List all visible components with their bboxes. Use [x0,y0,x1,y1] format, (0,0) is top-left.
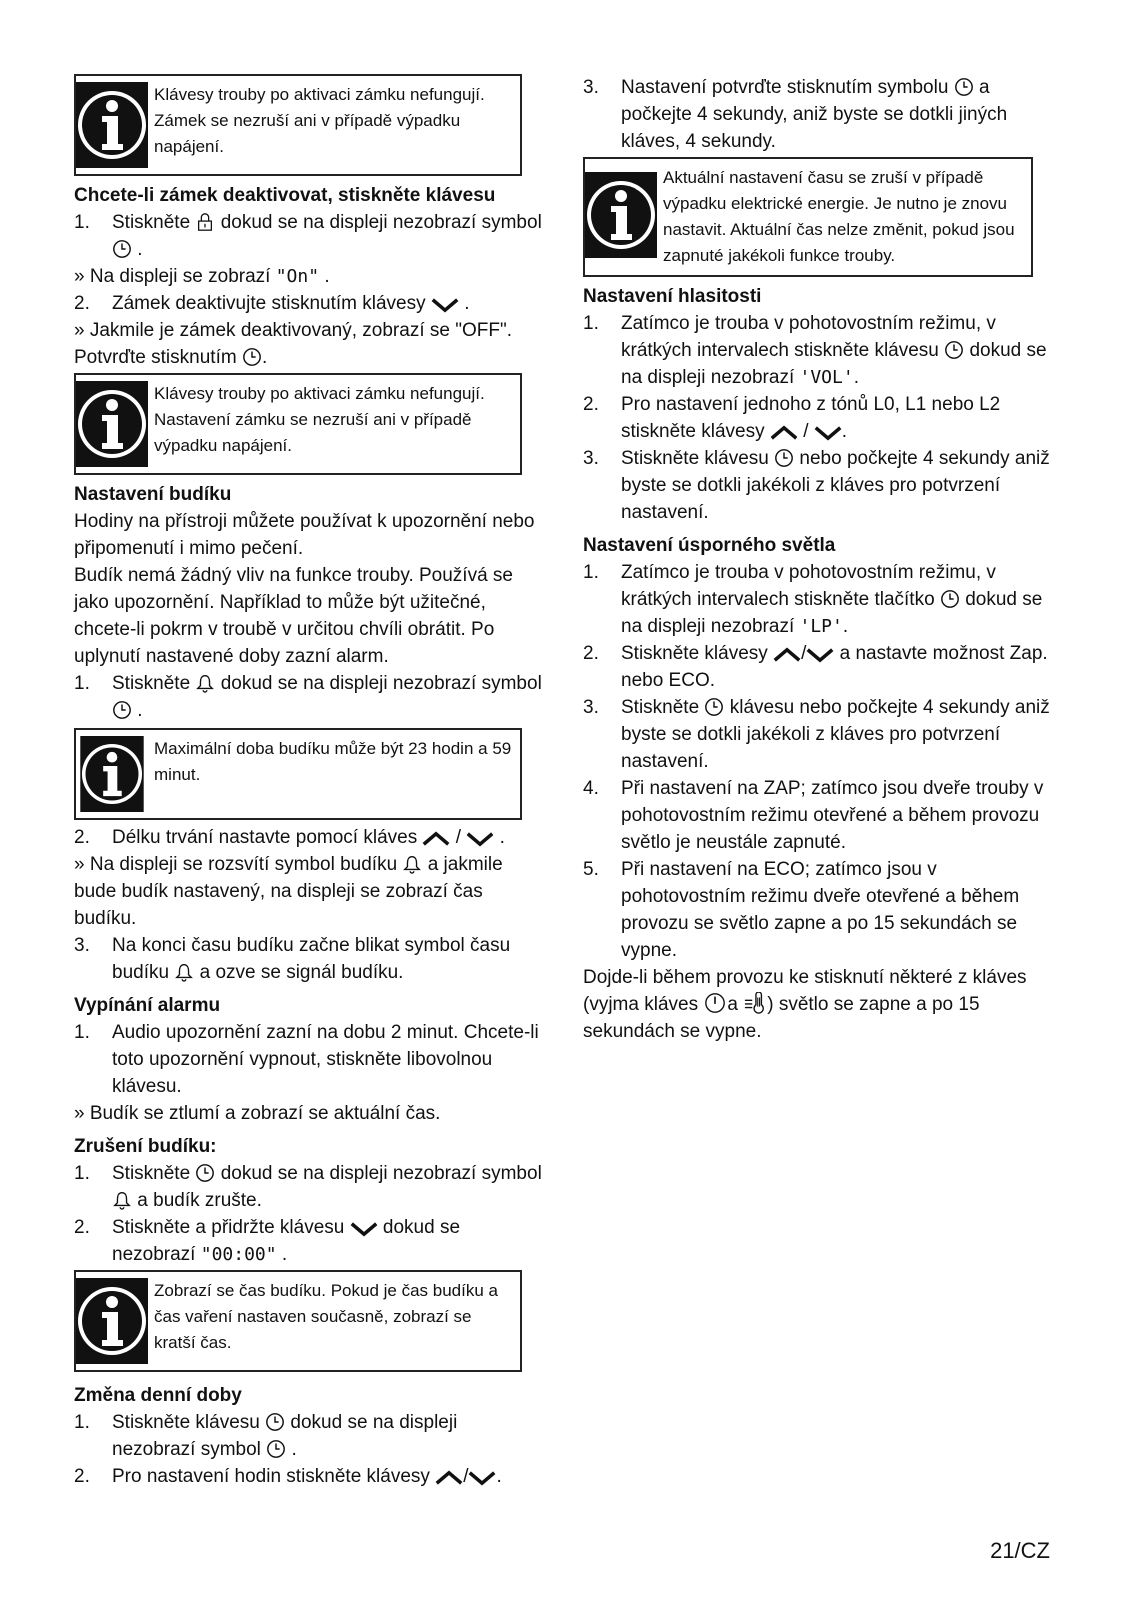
lock-icon [195,212,215,232]
clock-icon [266,1439,286,1459]
chevron-up-icon [773,647,801,663]
list-item: 1. Stiskněte dokud se na displeji nezobrazí symbol . [74,673,542,721]
info-note-text: Klávesy trouby po aktivaci zámku nefungují. Zámek se nezruší ani v případě výpadku napájení. [154,85,485,156]
bell-icon [174,962,194,982]
info-note-alarm-max [74,728,522,820]
page-number: 21/CZ [990,1538,1050,1563]
list-item: 2. Zámek deaktivujte stisknutím klávesy . [74,293,470,314]
info-note-lock [74,74,522,176]
chevron-down-icon [806,647,834,663]
chevron-up-icon [422,831,450,847]
clock-icon [112,239,132,259]
clock-icon [265,1412,285,1432]
chevron-up-icon [435,1470,463,1486]
list-item: 1. Stiskněte klávesu dokud se na displeji nezobrazí symbol . [74,1412,458,1460]
list-item: 4. Při nastavení na ZAP; zatímco jsou dveře trouby v pohotovostním režimu otevřené a během provozu světlo je neustále zapnuté. [583,778,1044,853]
power-icon [703,992,727,1014]
info-note-text: Aktuální nastavení času se zruší v případě výpadku elektrické energie. Je nutno je znovu nastavit. Aktuální čas nelze změnit, pokud jsou zapnuté jakékoli funkce trouby. [663,168,1015,265]
list-item: 3. Stiskněte klávesu nebo počkejte 4 sekundy aniž byste se dotkli jakékoli z kláves pro potvrzení nastavení. [583,448,1050,523]
result-line: » Jakmile je zámek deaktivovaný, zobrazí se "OFF". [74,320,512,341]
result-line: » Budík se ztlumí a zobrazí se aktuální čas. [74,1103,441,1124]
heading-cancel-alarm: Zrušení budíku: [74,1136,217,1157]
result-line: » Na displeji se zobrazí "On" . [74,266,330,287]
list-item: 1. Audio upozornění zazní na dobu 2 minut. Chcete-li toto upozornění vypnout, stiskněte libovolnou klávesu. [74,1022,539,1097]
info-note-power-failure [583,157,1033,277]
list-item: 2. Stiskněte klávesy / a nastavte možnost Zap. nebo ECO. [583,643,1048,691]
right-column [583,74,1053,1045]
confirm-line: Potvrďte stisknutím . [74,347,268,368]
info-icon [76,1278,148,1364]
list-item: 2. Stiskněte a přidržte klávesu dokud se nezobrazí "00:00" . [74,1217,461,1265]
heading-eco-light: Nastavení úsporného světla [583,535,836,556]
bell-icon [402,854,422,874]
info-icon [76,736,148,812]
eco-light-paragraph: Dojde-li během provozu ke stisknutí některé z kláves (vyjma kláves a ) světlo se zapne a po 15 sekundách se vypne. [583,967,1027,1042]
clock-icon [195,1163,215,1183]
clock-icon [704,697,724,717]
bell-icon [112,1190,132,1210]
list-item: 5. Při nastavení na ECO; zatímco jsou v pohotovostním režimu dveře otevřené a během provozu se světlo zapne a po 15 sekundách se vypne. [583,859,1020,961]
chevron-up-icon [770,425,798,441]
alarm-paragraph: Budík nemá žádný vliv na funkce trouby. Používá se jako upozornění. Například to může být užitečné, chcete-li pokrm v troubě v určitou chvíli obrátit. Po uplynutí nastavené doby zazní alarm. [74,565,513,667]
list-item: 1. Stiskněte dokud se na displeji nezobrazí symbol a budík zrušte. [74,1163,542,1211]
list-item: 3. Na konci času budíku začne blikat symbol času budíku a ozve se signál budíku. [74,935,511,983]
list-item: 1. Zatímco je trouba v pohotovostním režimu, v krátkých intervalech stiskněte klávesu dokud se na displeji nezobrazí 'VOL'. [583,313,1047,388]
list-item: 2. Pro nastavení hodin stiskněte klávesy / . [74,1466,502,1487]
chevron-down-icon [431,297,459,313]
bell-icon [195,673,215,693]
chevron-down-icon [350,1221,378,1237]
heading-alarm: Nastavení budíku [74,484,232,505]
chevron-down-icon [814,425,842,441]
clock-icon [954,77,974,97]
list-item: 3. Stiskněte klávesu nebo počkejte 4 sekundy aniž byste se dotkli jakékoli z kláves pro potvrzení nastavení. [583,697,1050,772]
info-icon [76,82,148,168]
alarm-paragraph: Hodiny na přístroji můžete používat k upozornění nebo připomenutí i mimo pečení. [74,511,535,559]
clock-icon [112,700,132,720]
list-item: 1. Zatímco je trouba v pohotovostním režimu, v krátkých intervalech stiskněte tlačítko dokud se na displeji nezobrazí 'LP'. [583,562,1043,637]
clock-icon [774,448,794,468]
info-note-text: Klávesy trouby po aktivaci zámku nefungují. Nastavení zámku se nezruší ani v případě výpadku napájení. [154,384,485,455]
heading-alarm-off: Vypínání alarmu [74,995,221,1016]
clock-icon [242,347,262,367]
list-item: 3. Nastavení potvrďte stisknutím symbolu a počkejte 4 sekundy, aniž byste se dotkli jiných kláves, 4 sekundy. [583,77,1008,152]
list-item: 1. Stiskněte dokud se na displeji nezobrazí symbol . [74,212,542,260]
list-item: 2. Pro nastavení jednoho z tónů L0, L1 nebo L2 stiskněte klávesy / . [583,394,1001,442]
lamp-icon [743,992,767,1014]
info-note-text: Maximální doba budíku může být 23 hodin a 59 minut. [154,739,512,784]
info-icon [585,165,657,265]
clock-icon [940,589,960,609]
chevron-down-icon [468,1470,496,1486]
left-column [74,74,542,1490]
clock-icon [944,340,964,360]
heading-volume: Nastavení hlasitosti [583,286,762,307]
chevron-down-icon [466,831,494,847]
list-item: 2. Délku trvání nastavte pomocí kláves / . [74,827,505,848]
heading-deactivate-lock: Chcete-li zámek deaktivovat, stiskněte klávesu [74,185,496,206]
info-icon [76,381,148,467]
info-note-alarm-time [74,1270,522,1372]
heading-time-change: Změna denní doby [74,1385,242,1406]
result-line: » Na displeji se rozsvítí symbol budíku a jakmile bude budík nastavený, na displeji se zobrazí čas budíku. [74,854,503,929]
info-note-lock-settings [74,373,522,475]
info-note-text: Zobrazí se čas budíku. Pokud je čas budíku a čas vaření nastaven současně, zobrazí se kratší čas. [154,1281,498,1352]
